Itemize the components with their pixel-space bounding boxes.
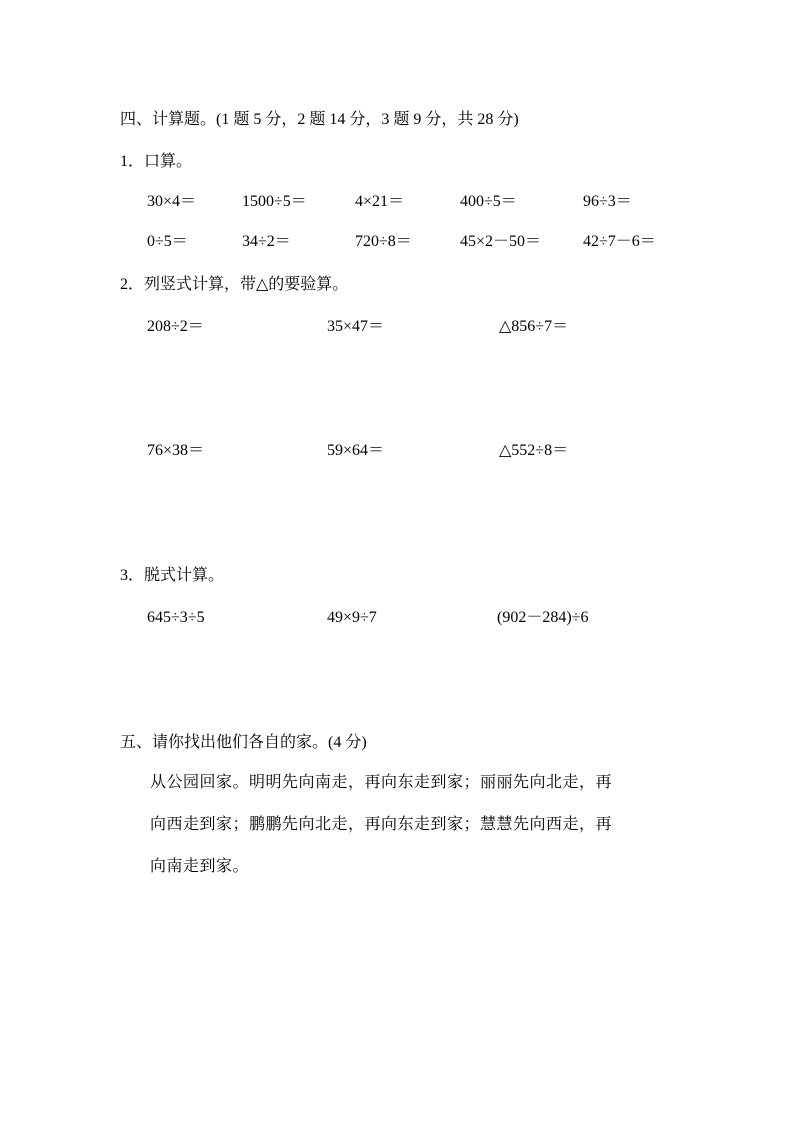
section-4-heading: 四、计算题。(1 题 5 分，2 题 14 分，3 题 9 分，共 28 分) — [120, 111, 519, 128]
paragraph-line-3: 向南走到家。 — [150, 858, 250, 875]
q1-item-7: 34÷2＝ — [242, 233, 291, 250]
q2-item-6: △552÷8＝ — [499, 442, 569, 459]
section-5-heading: 五、请你找出他们各自的家。(4 分) — [120, 734, 367, 751]
q3-item-2: 49×9÷7 — [327, 609, 377, 626]
q2-label: 2．列竖式计算，带△的要验算。 — [120, 276, 349, 293]
q2-item-2: 35×47＝ — [327, 318, 385, 335]
q2-item-1: 208÷2＝ — [147, 318, 204, 335]
q1-item-2: 1500÷5＝ — [242, 193, 307, 210]
q1-item-3: 4×21＝ — [355, 193, 405, 210]
paragraph-line-2: 向西走到家；鹏鹏先向北走，再向东走到家；慧慧先向西走，再 — [150, 816, 613, 833]
q1-item-4: 400÷5＝ — [460, 193, 517, 210]
q1-item-9: 45×2－50＝ — [460, 233, 542, 250]
q3-label: 3．脱式计算。 — [120, 567, 225, 584]
q1-item-10: 42÷7－6＝ — [583, 233, 656, 250]
q1-item-8: 720÷8＝ — [355, 233, 412, 250]
q1-item-1: 30×4＝ — [147, 193, 197, 210]
q1-label: 1．口算。 — [120, 153, 193, 170]
paragraph-line-1: 从公园回家。明明先向南走，再向东走到家；丽丽先向北走，再 — [150, 774, 613, 791]
q3-item-3: (902－284)÷6 — [497, 609, 589, 626]
section-5-paragraph — [150, 762, 690, 888]
q2-item-3: △856÷7＝ — [499, 318, 569, 335]
q2-item-5: 59×64＝ — [327, 442, 385, 459]
q3-item-1: 645÷3÷5 — [147, 609, 205, 626]
q2-item-4: 76×38＝ — [147, 442, 205, 459]
q1-item-6: 0÷5＝ — [147, 233, 188, 250]
q1-item-5: 96÷3＝ — [583, 193, 632, 210]
